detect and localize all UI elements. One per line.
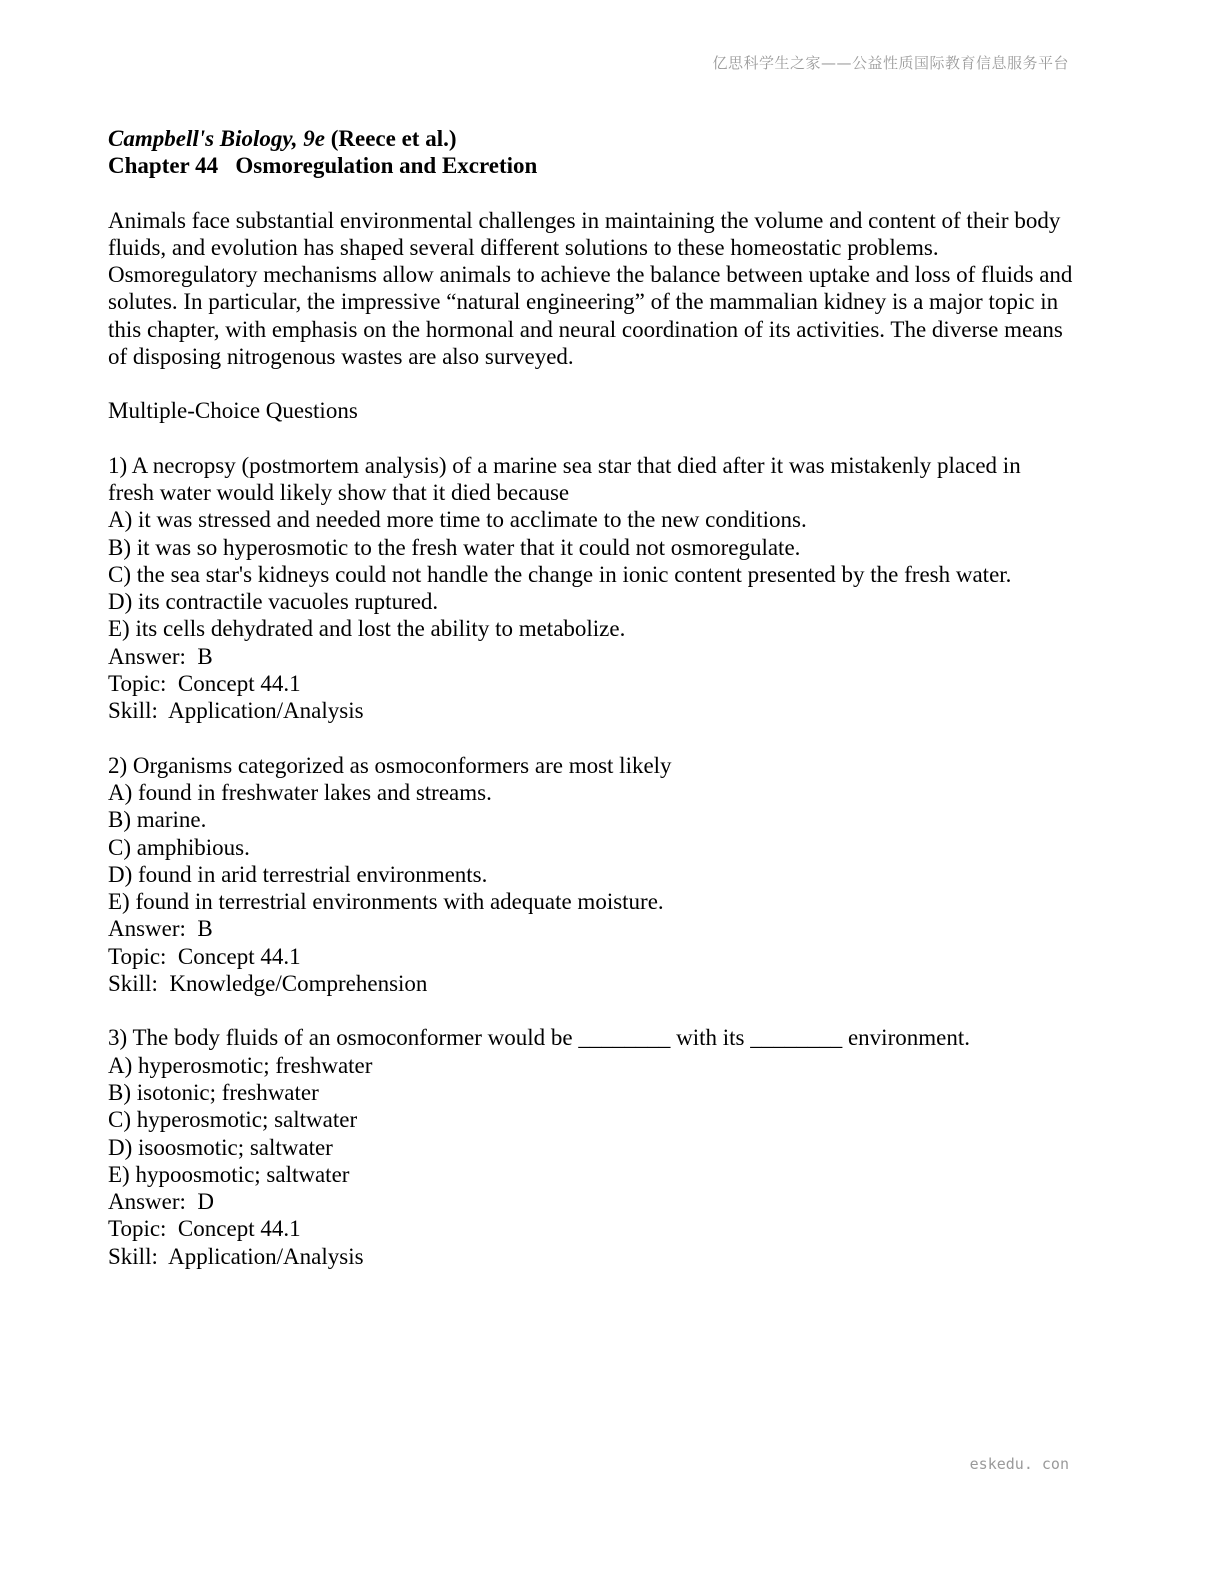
- intro-line: Osmoregulatory mechanisms allow animals to achieve the balance between uptake and loss of fluids and: [108, 262, 1073, 288]
- intro-line: this chapter, with emphasis on the hormonal and neural coordination of its activities. The diverse means: [108, 316, 1063, 342]
- answer: Answer: B: [108, 916, 213, 942]
- topic: Topic: Concept 44.1: [108, 671, 301, 697]
- option-e: E) its cells dehydrated and lost the ability to metabolize.: [108, 616, 626, 642]
- title-block: [108, 125, 1118, 180]
- intro-line: fluids, and evolution has shaped several different solutions to these homeostatic problems.: [108, 234, 939, 260]
- intro-line: of disposing nitrogenous wastes are also surveyed.: [108, 344, 574, 370]
- intro-line: Animals face substantial environmental challenges in maintaining the volume and content of their body: [108, 207, 1061, 233]
- option-e: E) hypoosmotic; saltwater: [108, 1161, 350, 1187]
- question-3: [108, 1024, 1118, 1270]
- option-b: B) marine.: [108, 807, 207, 833]
- question-stem: 3) The body fluids of an osmoconformer would be ________ with its ________ environment.: [108, 1025, 970, 1051]
- topic: Topic: Concept 44.1: [108, 1216, 301, 1242]
- book-authors: (Reece et al.): [325, 126, 457, 151]
- chapter-title: Chapter 44 Osmoregulation and Excretion: [108, 153, 538, 179]
- option-a: A) found in freshwater lakes and streams.: [108, 779, 492, 805]
- option-d: D) found in arid terrestrial environments.: [108, 861, 488, 887]
- document-body: [108, 125, 1118, 1297]
- topic: Topic: Concept 44.1: [108, 943, 301, 969]
- option-c: C) the sea star's kidneys could not handle the change in ionic content presented by the fresh water.: [108, 561, 1012, 587]
- intro-paragraph: [108, 207, 1118, 371]
- skill: Skill: Knowledge/Comprehension: [108, 971, 428, 997]
- answer: Answer: D: [108, 1189, 215, 1215]
- watermark-bottom: eskedu. con: [969, 1455, 1069, 1473]
- skill: Skill: Application/Analysis: [108, 698, 364, 724]
- book-title-line: [108, 125, 1118, 152]
- question-stem: 1) A necropsy (postmortem analysis) of a marine sea star that died after it was mistakenly placed in: [108, 452, 1021, 478]
- option-a: A) hyperosmotic; freshwater: [108, 1052, 373, 1078]
- question-stem: fresh water would likely show that it died because: [108, 479, 570, 505]
- option-e: E) found in terrestrial environments with adequate moisture.: [108, 889, 664, 915]
- watermark-top: 亿思科学生之家——公益性质国际教育信息服务平台: [712, 54, 1069, 72]
- skill: Skill: Application/Analysis: [108, 1243, 364, 1269]
- option-b: B) isotonic; freshwater: [108, 1079, 319, 1105]
- question-stem: 2) Organisms categorized as osmoconformers are most likely: [108, 752, 672, 778]
- intro-line: solutes. In particular, the impressive “natural engineering” of the mammalian kidney is a major topic in: [108, 289, 1059, 315]
- option-b: B) it was so hyperosmotic to the fresh water that it could not osmoregulate.: [108, 534, 801, 560]
- book-title: Campbell's Biology, 9e: [108, 126, 325, 151]
- option-d: D) its contractile vacuoles ruptured.: [108, 589, 439, 615]
- answer: Answer: B: [108, 643, 213, 669]
- question-1: [108, 452, 1118, 725]
- option-c: C) hyperosmotic; saltwater: [108, 1107, 358, 1133]
- option-c: C) amphibious.: [108, 834, 250, 860]
- section-heading: Multiple-Choice Questions: [108, 398, 358, 424]
- option-d: D) isoosmotic; saltwater: [108, 1134, 333, 1160]
- question-2: [108, 752, 1118, 998]
- option-a: A) it was stressed and needed more time to acclimate to the new conditions.: [108, 507, 807, 533]
